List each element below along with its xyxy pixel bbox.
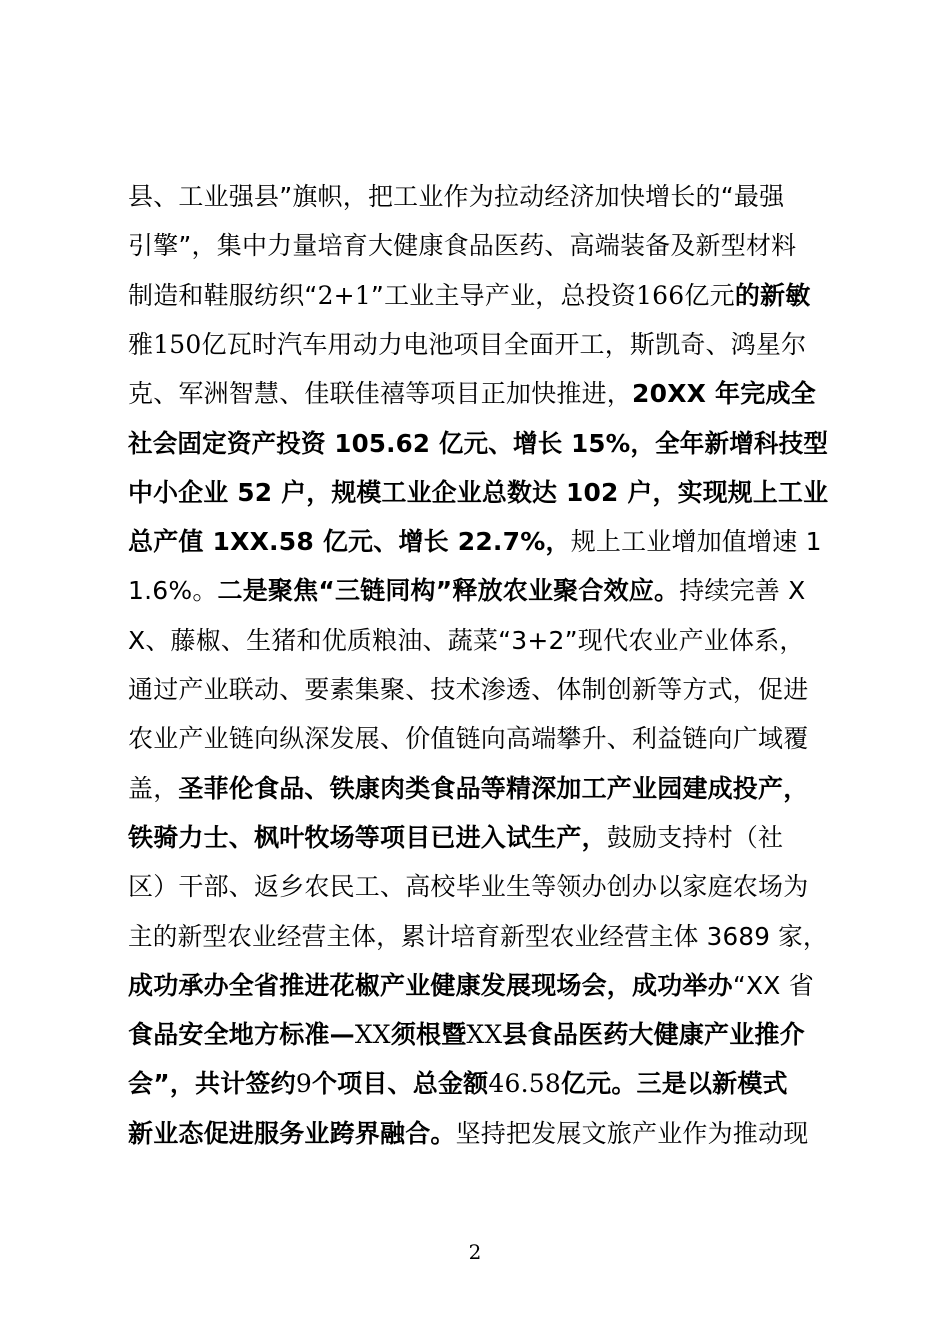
text-run: 150	[153, 329, 202, 359]
text-run: 铁骑力士、枫叶牧场等项目已进入试生产，	[128, 822, 607, 852]
text-line	[128, 1114, 828, 1154]
text-run: 鼓励支持村（社	[606, 822, 784, 852]
text-run: 亿瓦时汽车用动力电池项目全面开工，斯凯奇、鸿星尔	[201, 329, 807, 359]
text-run: 9	[295, 1069, 312, 1099]
text-run: 社会固定资产投资 105.62 亿元、增长 15%，全年新增科技型	[128, 428, 829, 458]
text-run: 166	[636, 280, 685, 310]
text-line	[128, 522, 828, 562]
text-line	[128, 473, 829, 513]
text-run: 坚持把发展文旅产业作为推动现	[455, 1118, 809, 1148]
text-run: 食品安全地方标准—	[128, 1020, 355, 1050]
text-run: X、藤椒、生猪和优质粮油、蔬菜“3+2”现代农业产业体系，	[128, 625, 805, 655]
text-line	[128, 226, 828, 266]
text-run: 引擎”，集中力量培育大健康食品医药、高端装备及新型材料	[128, 231, 797, 261]
text-run: 农业产业链向纵深发展、价值链向高端攀升、利益链向广域覆	[128, 724, 809, 754]
text-line	[128, 966, 828, 1006]
text-run: 持续完善 X	[679, 576, 806, 606]
text-run: 雅	[128, 329, 154, 359]
text-line	[128, 374, 828, 414]
text-run: 20XX 年完成全	[632, 379, 816, 409]
text-run: 亿元。三是	[560, 1069, 687, 1099]
text-run: 以新模式	[686, 1069, 788, 1099]
text-run: 须根暨	[390, 1020, 467, 1050]
text-line	[128, 818, 828, 858]
text-run: 会”，共计签约	[128, 1069, 296, 1099]
text-run: 主的新型农业经营主体，累计培育新型农业经营主体 3689 家，	[128, 921, 828, 951]
text-line	[128, 917, 828, 957]
text-run: 成功承办全省推进花椒产业健康发展现场会，成功举办	[128, 970, 733, 1000]
text-line	[128, 670, 828, 710]
text-line	[128, 867, 828, 907]
text-run: 克、军洲智慧、佳联佳禧等项目正加快推进，	[128, 379, 633, 409]
text-run: 县、工业强县”旗帜，把工业作为拉动经济加快增长的“最强	[128, 182, 785, 211]
text-run: 2+1	[317, 280, 371, 310]
text-line	[128, 424, 829, 464]
text-line	[128, 177, 828, 217]
text-run: 总产值 1XX.58 亿元、增长 22.7%，	[128, 527, 571, 557]
text-run: 盖，	[128, 773, 179, 803]
text-run: 圣菲伦食品、铁康肉类食品等精深加工产业园建成投产，	[178, 773, 809, 803]
text-run: 新业态促进服务业跨界融合。	[128, 1118, 456, 1148]
text-run: 个项目、总金额	[311, 1069, 489, 1099]
text-run: 中小企业 52 户，规模工业企业总数达 102 户，实现规上工业	[128, 477, 829, 507]
text-run: 二是聚焦“三链同构”释放农业聚合效应。	[217, 576, 680, 606]
text-run: 制造和鞋服纺织“	[128, 280, 318, 310]
text-run: 亿元	[684, 280, 735, 310]
text-run: 县食品医药大健康产业推介	[502, 1020, 805, 1050]
text-line	[128, 1064, 828, 1104]
text-run: 46.58	[488, 1069, 561, 1099]
text-line	[128, 325, 828, 365]
text-run: 区）干部、返乡农民工、高校毕业生等领办创办以家庭农场为	[128, 872, 809, 902]
text-line	[128, 276, 828, 316]
text-run: 规上工业增加值增速 1	[570, 527, 822, 557]
text-line	[128, 621, 828, 661]
text-run: ”工业主导产业，总投资	[370, 280, 637, 310]
text-run: “XX 省	[732, 970, 814, 1000]
text-line	[128, 571, 828, 611]
page-number: 2	[468, 1240, 482, 1264]
text-run: 1.6%。	[128, 576, 218, 606]
text-run: 通过产业联动、要素集聚、技术渗透、体制创新等方式，促进	[128, 675, 809, 704]
text-line	[128, 769, 828, 809]
text-line	[128, 719, 828, 759]
text-run: XX	[354, 1020, 391, 1050]
text-run: XX	[466, 1020, 503, 1050]
text-line	[128, 1015, 828, 1055]
text-run: 的新敏	[734, 280, 811, 310]
